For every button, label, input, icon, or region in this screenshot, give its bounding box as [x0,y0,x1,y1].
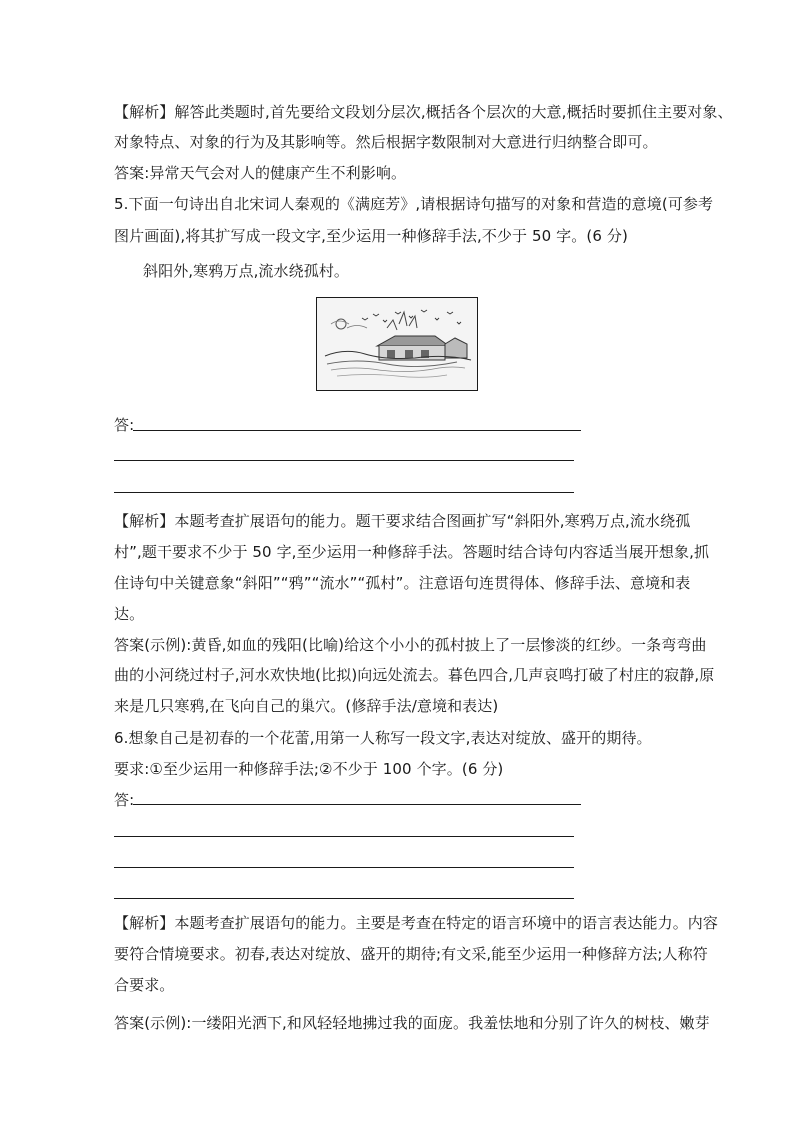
q5-analysis-line-4: 达。 [114,605,145,623]
q5-analysis-line-1: 【解析】本题考查扩展语句的能力。题干要求结合图画扩写“斜阳外,寒鸦万点,流水绕孤 [114,512,691,530]
q6-answer-underline-2[interactable] [114,836,574,837]
q6-answer-label: 答: [114,791,135,809]
q6-analysis-line-2: 要符合情境要求。初春,表达对绽放、盛开的期待;有文采,能至少运用一种修辞方法;人称符 [114,945,708,963]
q5-poem-line: 斜阳外,寒鸦万点,流水绕孤村。 [143,262,350,280]
q4-answer: 答案:异常天气会对人的健康产生不利影响。 [114,164,407,182]
q5-sample-answer-line-1: 答案(示例):黄昏,如血的残阳(比喻)给这个小小的孤村披上了一层惨淡的红纱。一条弯弯曲 [114,636,707,654]
q5-answer-label: 答: [114,416,135,434]
sketch-drawing [317,298,477,390]
q5-answer-underline-1[interactable] [133,430,581,431]
q5-question-line-2: 图片画面),将其扩写成一段文字,至少运用一种修辞手法,不少于 50 字。(6 分) [114,227,628,245]
q6-sample-answer-line-1: 答案(示例):一缕阳光洒下,和风轻轻地拂过我的面庞。我羞怯地和分别了许久的树枝、嫩芽 [114,1014,710,1032]
q6-answer-underline-3[interactable] [114,867,574,868]
q4-analysis-line-1: 【解析】解答此类题时,首先要给文段划分层次,概括各个层次的大意,概括时要抓住主要对象、 [114,103,733,121]
q5-question-line-1: 5.下面一句诗出自北宋词人秦观的《满庭芳》,请根据诗句描写的对象和营造的意境(可参考 [114,195,714,213]
q5-answer-underline-3[interactable] [114,492,574,493]
q6-analysis-line-3: 合要求。 [114,976,175,994]
q6-question-line-1: 6.想象自己是初春的一个花蕾,用第一人称写一段文字,表达对绽放、盛开的期待。 [114,729,652,747]
q5-analysis-line-2: 村”,题干要求不少于 50 字,至少运用一种修辞手法。答题时结合诗句内容适当展开想象,抓 [114,543,710,561]
q4-analysis-line-2: 对象特点、对象的行为及其影响等。然后根据字数限制对大意进行归纳整合即可。 [114,133,658,151]
q5-answer-underline-2[interactable] [114,460,574,461]
q5-sample-answer-line-3: 来是几只寒鸦,在飞向自己的巢穴。(修辞手法/意境和表达) [114,697,499,715]
q6-answer-underline-1[interactable] [133,804,581,805]
q6-question-line-2: 要求:①至少运用一种修辞手法;②不少于 100 个字。(6 分) [114,760,504,778]
landscape-sketch-image [316,297,478,391]
q6-answer-underline-4[interactable] [114,898,574,899]
q5-sample-answer-line-2: 曲的小河绕过村子,河水欢快地(比拟)向远处流去。暮色四合,几声哀鸣打破了村庄的寂静,原 [114,666,715,684]
q6-analysis-line-1: 【解析】本题考查扩展语句的能力。主要是考查在特定的语言环境中的语言表达能力。内容 [114,914,719,932]
q5-analysis-line-3: 住诗句中关键意象“斜阳”“鸦”“流水”“孤村”。注意语句连贯得体、修辞手法、意境和表 [114,574,691,592]
